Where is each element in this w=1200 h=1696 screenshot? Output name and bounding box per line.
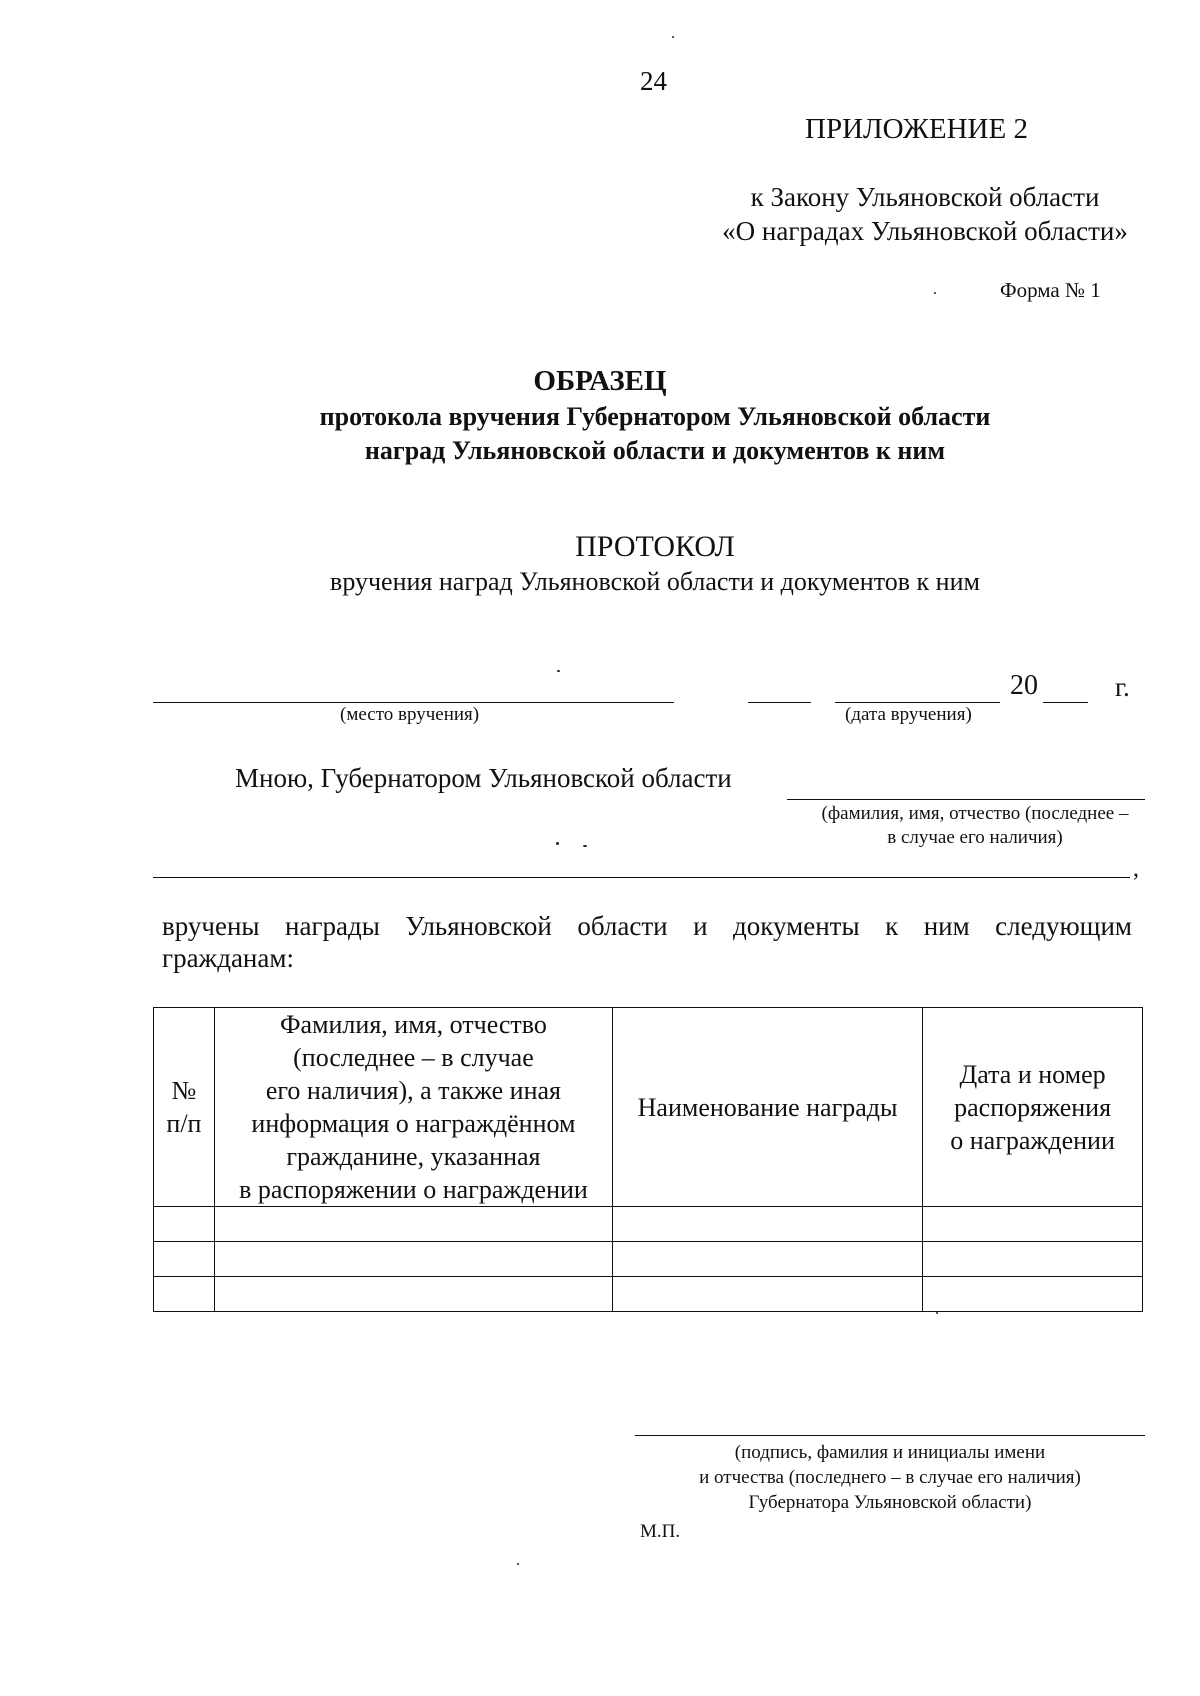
law-reference: [700, 180, 1150, 248]
appendix-label: ПРИЛОЖЕНИЕ 2: [805, 113, 1028, 145]
protocol-title: ПРОТОКОЛ: [575, 530, 735, 563]
form-number: Форма № 1: [1000, 278, 1101, 302]
table-body: [154, 1207, 1143, 1312]
table-cell[interactable]: [214, 1207, 612, 1242]
scan-speck: [556, 842, 559, 845]
trailing-comma: ,: [1133, 856, 1139, 882]
awards-table: [153, 1007, 1143, 1312]
col-order-line: распоряжения: [954, 1092, 1112, 1122]
table-cell[interactable]: [214, 1277, 612, 1312]
year-prefix: 20: [1010, 670, 1038, 701]
sample-title: ОБРАЗЕЦ: [533, 365, 667, 397]
col-recipient-line: Фамилия, имя, отчество: [279, 1010, 547, 1039]
fio-caption-line2: в случае его наличия): [887, 827, 1063, 848]
place-field-line: [153, 702, 674, 703]
table-row: [154, 1277, 1143, 1312]
governor-fio-continuation-line: [153, 877, 1130, 878]
law-reference-line1: к Закону Ульяновской области: [750, 182, 1100, 212]
scan-speck: [557, 670, 560, 672]
governor-fio-line: [787, 799, 1145, 800]
stamp-placeholder: М.П.: [640, 1521, 681, 1542]
table-row: [154, 1207, 1143, 1242]
date-caption: (дата вручения): [845, 704, 972, 725]
scan-speck: [936, 1312, 938, 1314]
col-award-header: Наименование награды: [613, 1008, 923, 1207]
signature-caption-line3: Губернатора Ульяновской области): [748, 1492, 1032, 1513]
scan-speck: [517, 1563, 519, 1565]
place-caption: (место вручения): [340, 704, 480, 725]
table-cell[interactable]: [214, 1242, 612, 1277]
sample-subtitle: [0, 400, 1200, 468]
col-recipient-line: в распоряжении о награждении: [239, 1175, 588, 1204]
scan-speck: [583, 845, 587, 847]
col-recipient-header: [214, 1008, 612, 1207]
sample-subtitle-line2: наград Ульяновской области и документов к ним: [364, 436, 946, 465]
table-cell[interactable]: [923, 1277, 1143, 1312]
fio-caption: [780, 802, 1170, 850]
signature-caption: [655, 1440, 1125, 1515]
table-cell[interactable]: [923, 1207, 1143, 1242]
col-number-header: [154, 1008, 215, 1207]
month-field-line: [835, 702, 1000, 703]
table-cell[interactable]: [613, 1207, 923, 1242]
scan-speck: [672, 36, 674, 38]
table-header-row: [154, 1008, 1143, 1207]
table-cell[interactable]: [154, 1207, 215, 1242]
protocol-subtitle: вручения наград Ульяновской области и документов к ним: [330, 567, 980, 596]
col-number-line2: п/п: [166, 1109, 202, 1138]
signature-line: [635, 1435, 1145, 1436]
year-field-line: [1043, 702, 1088, 703]
scan-speck: [934, 292, 936, 294]
table-cell[interactable]: [154, 1242, 215, 1277]
table-cell[interactable]: [154, 1277, 215, 1312]
sample-subtitle-line1: протокола вручения Губернатором Ульяновской области: [319, 402, 991, 431]
table-cell[interactable]: [923, 1242, 1143, 1277]
signature-caption-line2: и отчества (последнего – в случае его наличия): [699, 1467, 1081, 1488]
col-recipient-line: его наличия), а также иная: [265, 1076, 561, 1105]
signature-caption-line1: (подпись, фамилия и инициалы имени: [734, 1442, 1046, 1463]
col-order-line: о награждении: [950, 1125, 1115, 1155]
col-recipient-line: (последнее – в случае: [293, 1043, 534, 1072]
law-reference-line2: «О наградах Ульяновской области»: [722, 216, 1128, 246]
col-recipient-line: информация о награждённом: [251, 1109, 576, 1138]
table-cell[interactable]: [613, 1277, 923, 1312]
col-number-line1: №: [171, 1076, 197, 1105]
table-cell[interactable]: [613, 1242, 923, 1277]
day-field-line: [748, 702, 811, 703]
page-number: 24: [640, 66, 667, 96]
col-recipient-line: гражданине, указанная: [286, 1142, 541, 1171]
col-order-header: [923, 1008, 1143, 1207]
governor-label: Мною, Губернатором Ульяновской области: [235, 763, 732, 793]
table-row: [154, 1242, 1143, 1277]
year-suffix: г.: [1115, 672, 1130, 702]
col-order-line: Дата и номер: [959, 1059, 1106, 1089]
fio-caption-line1: (фамилия, имя, отчество (последнее –: [821, 803, 1129, 824]
awarded-text: вручены награды Ульяновской области и документы к ним следующим гражданам:: [162, 911, 1132, 973]
